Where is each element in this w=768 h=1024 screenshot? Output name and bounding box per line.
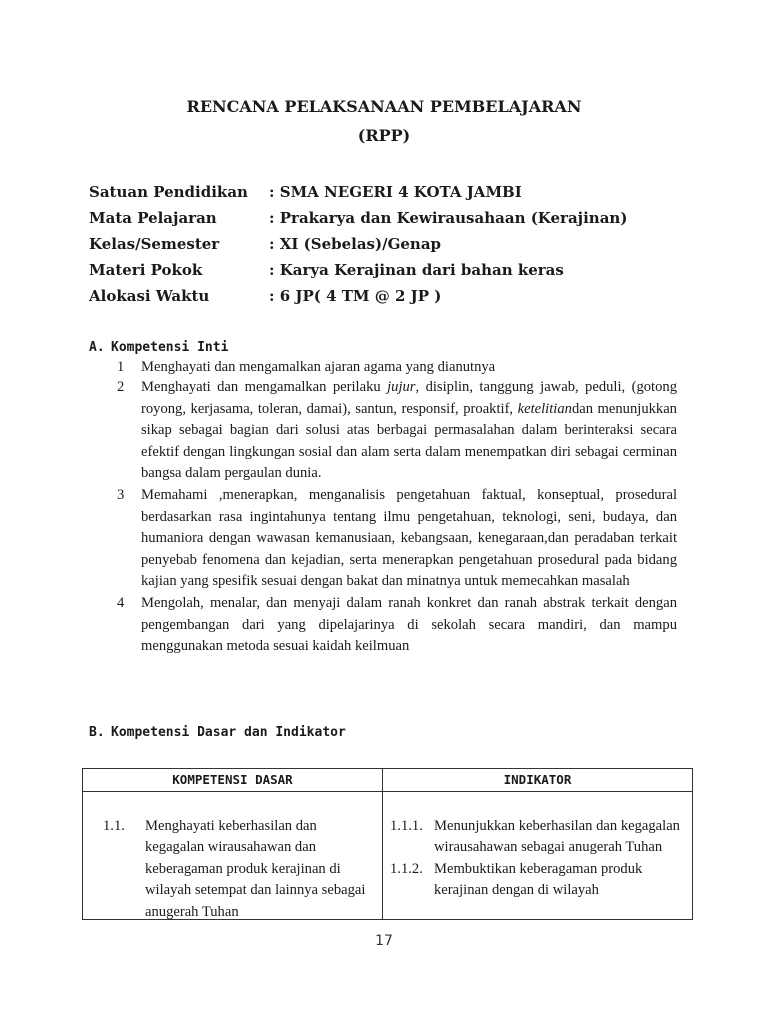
kd-code: 1.1.	[103, 818, 125, 834]
identity-value: : XI (Sebelas)/Genap	[269, 235, 442, 253]
indikator-text: Menunjukkan keberhasilan dan kegagalan wirausahawan sebagai anugerah Tuhan	[434, 818, 680, 856]
section-letter: A.	[89, 340, 105, 355]
table-header-kd: KOMPETENSI DASAR	[172, 772, 293, 787]
indikator-entry	[390, 816, 690, 859]
document-subtitle: (RPP)	[357, 126, 411, 145]
list-text	[141, 379, 677, 481]
italic-word: jujur	[387, 379, 416, 395]
italic-word: ketelitian	[517, 400, 572, 417]
list-item	[117, 358, 677, 377]
section-b-heading	[89, 725, 346, 740]
list-number: 1	[117, 359, 125, 375]
table-header-row	[83, 769, 692, 792]
identity-label: Alokasi Waktu	[89, 287, 210, 305]
identity-label: Mata Pelajaran	[89, 209, 217, 227]
kd-entry	[103, 816, 373, 923]
list-text: Memahami ,menerapkan, menganalisis pengetahuan faktual, konseptual, prosedural berdasarkan rasa ingintahunya tentang ilmu pengetahuan, teknologi, seni, budaya, dan humaniora dengan wawasan kemanusiaan, kebangsaan, kenegaraan,dan peradaban terkait penyebab fenomena dan kejadian, serta menerapkan pengetahuan prosedural pada bidang kajian yang spesifik sesuai dengan bakat dan minatnya untuk memecahkan masalah	[141, 486, 677, 590]
identity-value: : 6 JP( 4 TM @ 2 JP )	[269, 287, 442, 305]
identity-label: Satuan Pendidikan	[89, 183, 248, 201]
list-number: 3	[117, 486, 125, 503]
list-number: 4	[117, 594, 125, 611]
table-header-indikator: INDIKATOR	[503, 772, 572, 787]
list-item	[117, 377, 677, 485]
section-a-heading	[89, 340, 228, 355]
document-title: RENCANA PELAKSANAAN PEMBELAJARAN	[186, 97, 582, 116]
list-item	[117, 485, 677, 593]
kd-text: Menghayati keberhasilan dan kegagalan wirausahawan dan keberagaman produk kerajinan di wilayah setempat dan lainnya sebagai anugerah Tuhan	[145, 818, 366, 920]
section-title: Kompetensi Inti	[111, 340, 229, 355]
indikator-entry	[390, 859, 690, 902]
text-segment: , disiplin, tanggung jawab, peduli, (gotong royong, kerjasama, toleran, damai), santun, responsif, proaktif,	[141, 379, 677, 417]
indikator-cell	[390, 816, 690, 902]
column-divider	[382, 769, 383, 919]
list-text: Menghayati dan mengamalkan ajaran agama yang dianutnya	[141, 359, 496, 375]
list-text: Mengolah, menalar, dan menyaji dalam ranah konkret dan ranah abstrak terkait dengan pengembangan dari yang dipelajarinya di sekolah secara mandiri, dan mampu menggunakan metoda sesuai kaidah keilmuan	[141, 594, 677, 655]
kd-cell	[103, 816, 373, 923]
list-number: 2	[117, 379, 125, 395]
list-item	[117, 593, 677, 658]
identity-value: : Prakarya dan Kewirausahaan (Kerajinan)	[269, 209, 628, 227]
text-segment: dan menunjukkan sikap sebagai bagian dari solusi atas berbagai permasalahan dalam berinteraksi secara efektif dengan lingkungan sosial dan alam serta dalam menempatkan diri sebagai cerminan bangsa dalam pergaulan dunia.	[141, 400, 677, 482]
identity-label: Kelas/Semester	[89, 235, 220, 253]
identity-value: : SMA NEGERI 4 KOTA JAMBI	[269, 183, 522, 201]
indikator-code: 1.1.1.	[390, 818, 423, 834]
section-letter: B.	[89, 725, 105, 740]
page-number: 17	[375, 933, 393, 949]
text-segment: Menghayati dan mengamalkan perilaku	[141, 379, 388, 395]
section-title: Kompetensi Dasar dan Indikator	[111, 725, 346, 740]
indikator-code: 1.1.2.	[390, 860, 423, 877]
kd-indikator-table	[82, 768, 693, 920]
kompetensi-inti-list	[117, 358, 677, 658]
identity-value: : Karya Kerajinan dari bahan keras	[269, 261, 564, 279]
identity-label: Materi Pokok	[89, 261, 203, 279]
indikator-text: Membuktikan keberagaman produk kerajinan dengan di wilayah	[434, 860, 643, 899]
